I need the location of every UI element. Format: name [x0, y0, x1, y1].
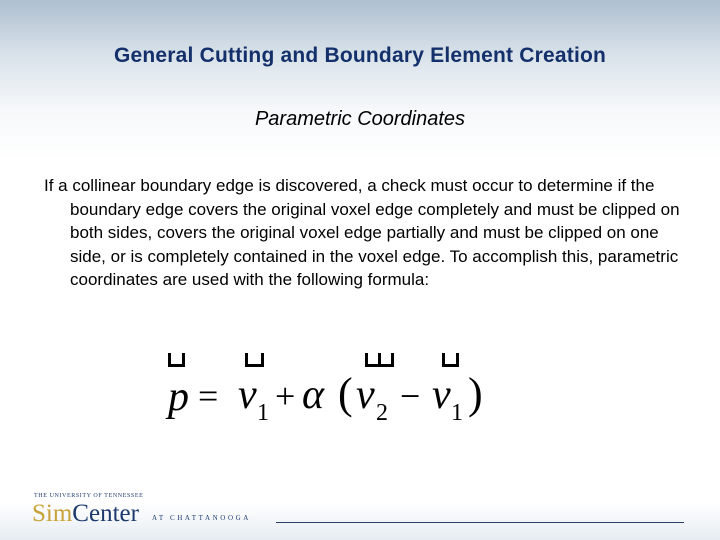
- vector-mark-v1-c: [245, 364, 264, 367]
- formula-right-paren: ): [468, 369, 483, 418]
- body-paragraph: If a collinear boundary edge is discovered, a check must occur to determine if the boundary edge covers the original voxel edge completely and must be clipped on both sides, covers the original voxel edge partially and must be clipped on one side, or is completely contained in the voxel edge. To accomplish this, parametric coordinates are used with the following formula:: [44, 176, 680, 289]
- university-name: THE UNIVERSITY OF TENNESSEE: [34, 493, 144, 499]
- vector-marks: [168, 353, 459, 367]
- logo-sim: Sim: [32, 500, 73, 527]
- formula-minus: −: [400, 376, 421, 416]
- vector-mark-v2-d: [365, 364, 394, 367]
- logo-center: Center: [72, 500, 139, 527]
- formula-v2: v: [356, 372, 375, 418]
- parametric-formula: [160, 350, 500, 430]
- formula-plus: +: [275, 376, 296, 416]
- simcenter-logo: [32, 500, 139, 528]
- formula-v2-subscript: 2: [376, 400, 388, 426]
- slide-subtitle: Parametric Coordinates: [254, 108, 466, 130]
- formula-v1b-subscript: 1: [451, 400, 463, 426]
- formula-equals: =: [198, 376, 219, 416]
- formula-v1: v: [238, 372, 257, 418]
- formula-p: p: [168, 374, 189, 420]
- formula-alpha: α: [302, 372, 325, 418]
- formula-left-paren: (: [338, 369, 353, 418]
- formula-svg: [160, 350, 500, 430]
- slide-title: General Cutting and Boundary Element Creation: [113, 44, 607, 67]
- logo-location: AT CHATTANOOGA: [152, 514, 251, 522]
- vector-mark-v1b-c: [442, 364, 459, 367]
- formula-v1-subscript: 1: [257, 400, 269, 426]
- footer-divider: [276, 522, 684, 523]
- vector-mark-p-c: [168, 364, 185, 367]
- formula-v1b: v: [432, 372, 451, 418]
